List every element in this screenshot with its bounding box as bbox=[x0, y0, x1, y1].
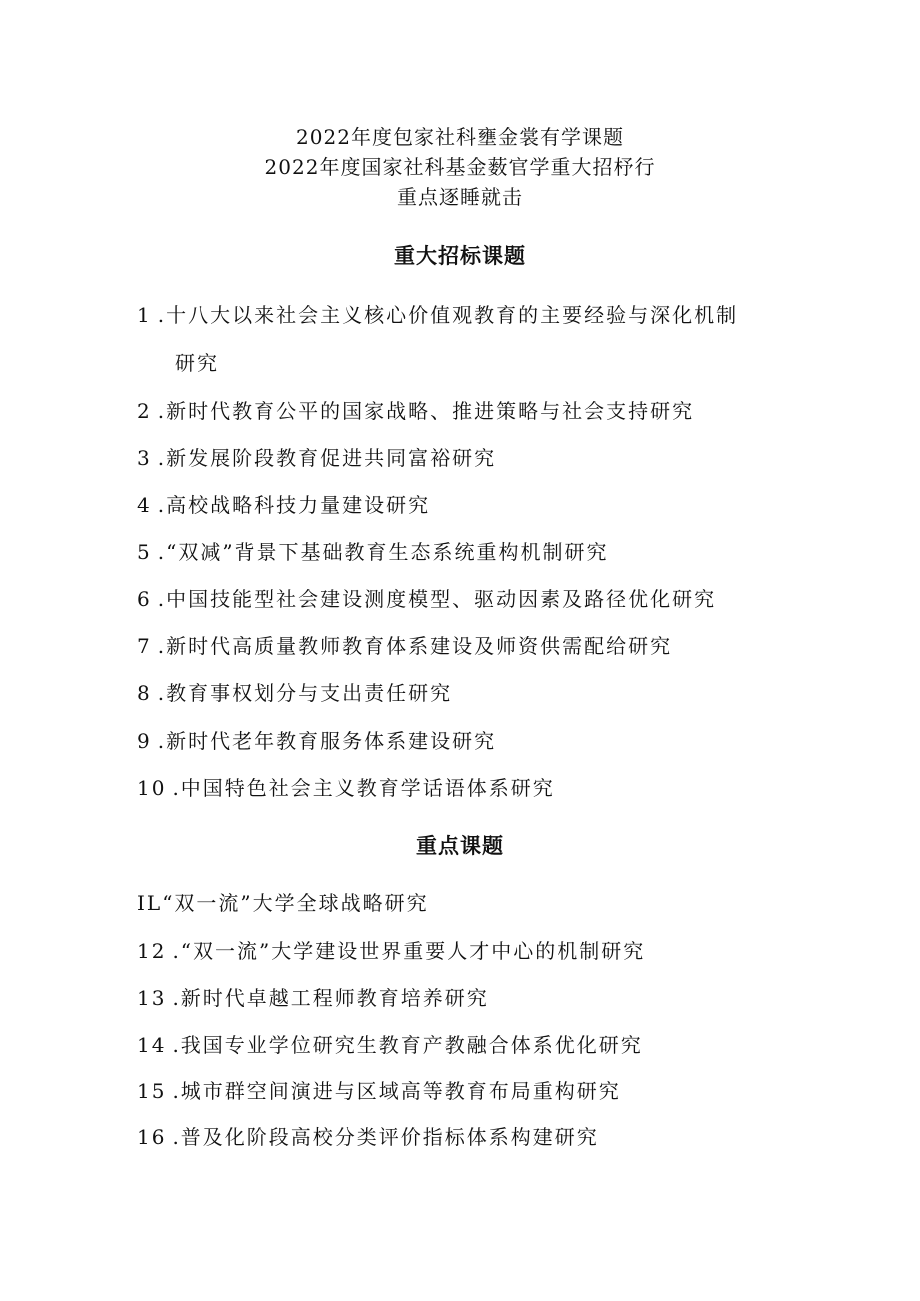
major-item-7 bbox=[137, 630, 672, 659]
key-item-15 bbox=[137, 1075, 621, 1104]
item-text: .“双一流”大学建设世界重要人才中心的机制研究 bbox=[172, 939, 646, 963]
item-number: IL bbox=[137, 891, 163, 915]
key-item-11 bbox=[137, 887, 429, 916]
title-line-2: 2022年度国家社科基金薮官学重大招杼行 bbox=[264, 155, 656, 179]
item-text: .新发展阶段教育促进共同富裕研究 bbox=[157, 446, 497, 470]
item-text: .中国特色社会主义教育学话语体系研究 bbox=[172, 776, 555, 800]
item-text: .城市群空间演进与区域高等教育布局重构研究 bbox=[172, 1079, 621, 1103]
item-text: .新时代教育公平的国家战略、推进策略与社会支持研究 bbox=[157, 399, 695, 423]
major-item-6 bbox=[137, 583, 716, 612]
item-text: .普及化阶段高校分类评价指标体系构建研究 bbox=[172, 1125, 599, 1149]
major-item-3 bbox=[137, 442, 496, 471]
item-text: .中国技能型社会建设测度模型、驱动因素及路径优化研究 bbox=[157, 587, 717, 611]
item-number: 5 bbox=[137, 540, 152, 564]
item-text: .“双减”背景下基础教育生态系统重构机制研究 bbox=[157, 540, 609, 564]
item-number: 6 bbox=[137, 587, 152, 611]
major-projects-heading: 重大招标课题 bbox=[394, 244, 526, 268]
item-number: 12 bbox=[137, 939, 167, 963]
item-text: .我国专业学位研究生教育产教融合体系优化研究 bbox=[172, 1033, 643, 1057]
item-text: “双一流”大学全球战略研究 bbox=[162, 891, 429, 915]
major-item-8 bbox=[137, 677, 452, 706]
document-title bbox=[0, 122, 920, 212]
item-text: .新时代高质量教师教育体系建设及师资供需配给研究 bbox=[157, 634, 673, 658]
item-number: 9 bbox=[137, 729, 152, 753]
key-item-16 bbox=[137, 1121, 599, 1150]
major-item-1 bbox=[137, 299, 738, 328]
item-number: 14 bbox=[137, 1033, 167, 1057]
item-number: 3 bbox=[137, 446, 152, 470]
item-text: .高校战略科技力量建设研究 bbox=[157, 493, 431, 517]
item-number: 15 bbox=[137, 1079, 167, 1103]
item-text: .教育事权划分与支出责任研究 bbox=[157, 681, 453, 705]
major-item-4 bbox=[137, 489, 430, 518]
key-item-12 bbox=[137, 935, 645, 964]
item-number: 7 bbox=[137, 634, 152, 658]
item-number: 10 bbox=[137, 776, 167, 800]
major-item-2 bbox=[137, 395, 694, 424]
key-item-14 bbox=[137, 1029, 643, 1058]
item-text: .十八大以来社会主义核心价值观教育的主要经验与深化机制 bbox=[157, 303, 739, 327]
major-item-9 bbox=[137, 725, 496, 754]
item-number: 13 bbox=[137, 986, 167, 1010]
item-text: .新时代卓越工程师教育培养研究 bbox=[172, 986, 489, 1010]
title-line-3: 重点逐睡就击 bbox=[397, 185, 523, 209]
item-number: 8 bbox=[137, 681, 152, 705]
item-number: 4 bbox=[137, 493, 152, 517]
title-line-1: 2022年度包家社科壅金裳有学课题 bbox=[296, 125, 624, 149]
item-number: 1 bbox=[137, 303, 152, 327]
major-item-5 bbox=[137, 536, 609, 565]
item-text: .新时代老年教育服务体系建设研究 bbox=[157, 729, 497, 753]
major-item-1-continuation: 研究 bbox=[175, 351, 219, 375]
key-item-13 bbox=[137, 982, 489, 1011]
item-number: 2 bbox=[137, 399, 152, 423]
item-number: 16 bbox=[137, 1125, 167, 1149]
key-projects-heading: 重点课题 bbox=[416, 834, 504, 858]
major-item-10 bbox=[137, 772, 555, 801]
